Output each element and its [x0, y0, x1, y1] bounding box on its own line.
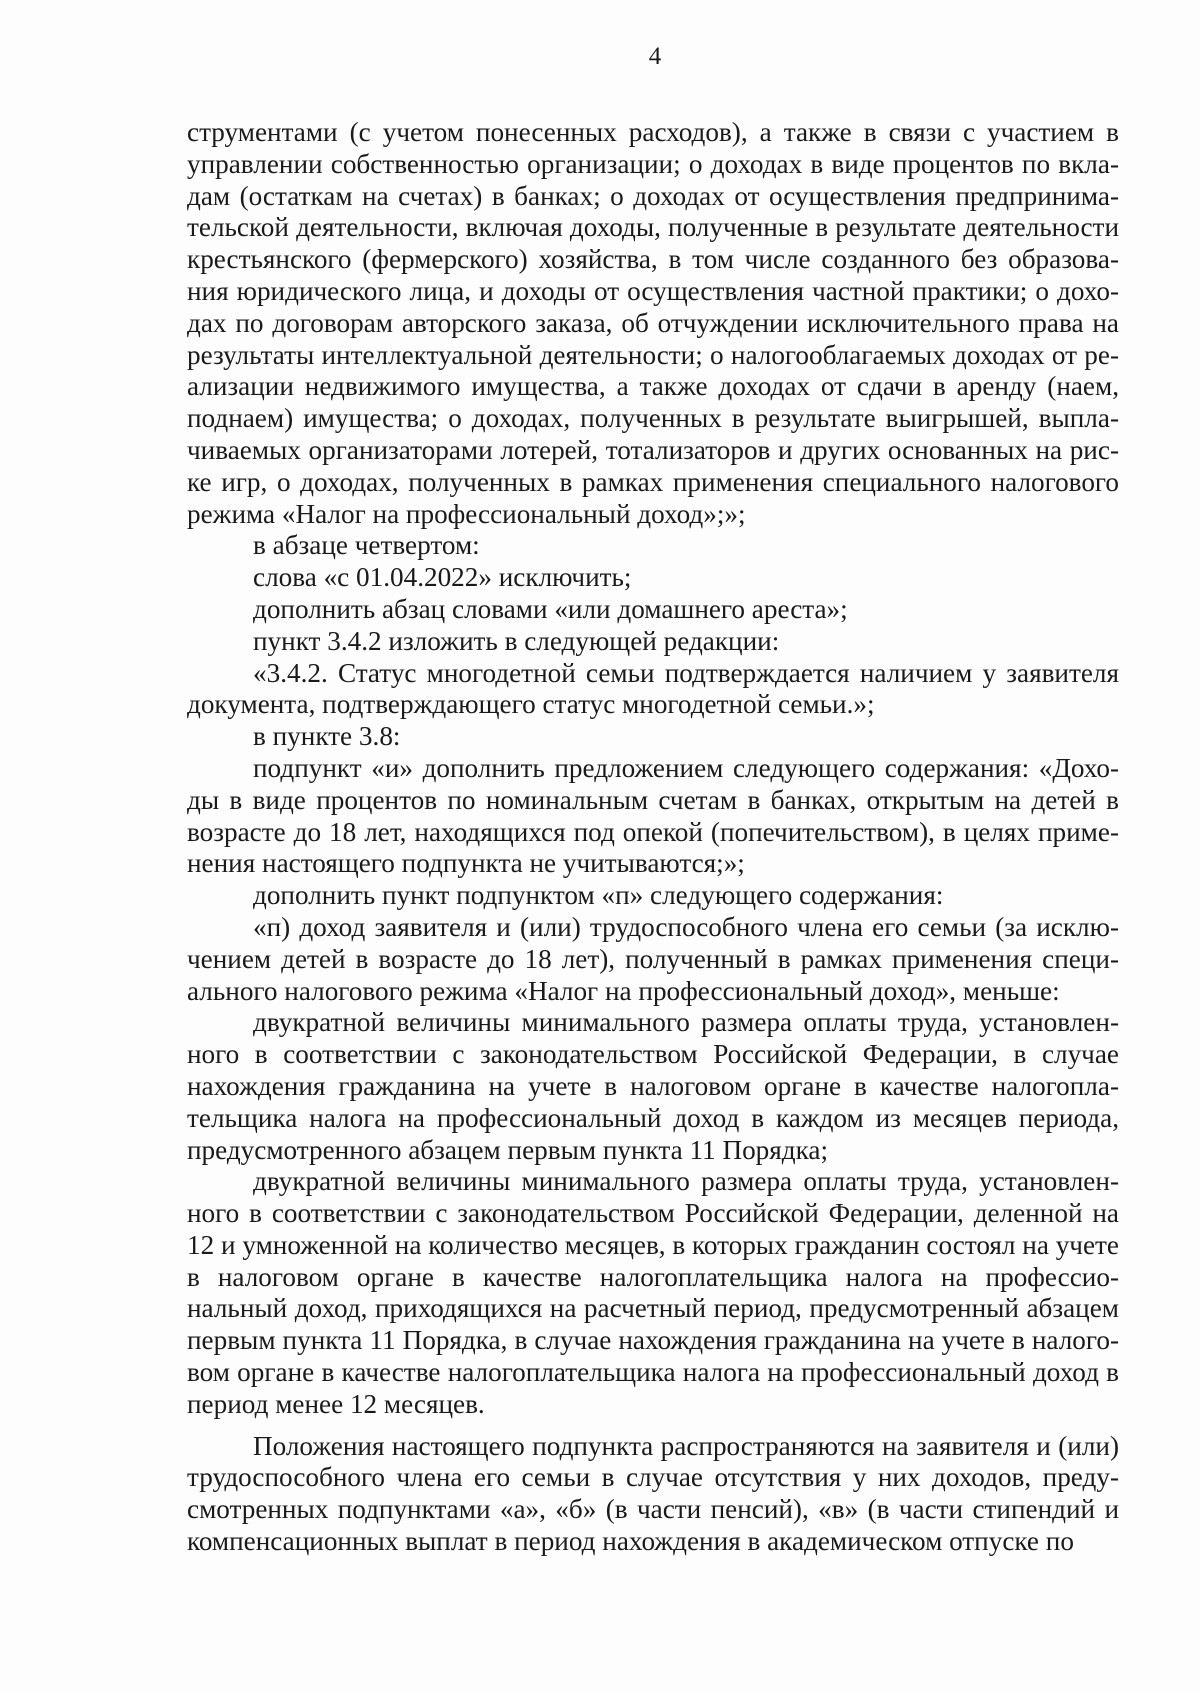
- paragraph: дополнить пункт подпунктом «п» следующего содержания:: [253, 880, 944, 911]
- paragraph: пункт 3.4.2 изложить в следующей редакции:: [253, 625, 780, 656]
- document-body: [187, 117, 1119, 1558]
- page-number: 4: [648, 43, 662, 70]
- paragraph: «3.4.2. Статус многодетной семьи подтверждается наличием у заявителя документа, подтверждающего статус многодетной семьи.»;: [187, 657, 1119, 720]
- paragraph: слова «с 01.04.2022» исключить;: [253, 562, 632, 593]
- paragraph: дополнить абзац словами «или домашнего ареста»;: [253, 593, 848, 624]
- paragraph: подпункт «и» дополнить предложением следующего содержания: «Доходы в виде процентов по номинальным счетам в банках, открытым на детей в возрасте до 18 лет, находящихся под опекой (попечительством), в целях применения настоящего подпункта не учитываются;»;: [187, 752, 1119, 879]
- paragraph: двукратной величины минимального размера оплаты труда, установленного в соответствии с законодательством Российской Федерации, деленной на 12 и умноженной на количество месяцев, в которых гражданин состоял на учете в налоговом органе в качестве налогоплательщика налога на профессиональный доход, приходящихся на расчетный период, предусмотренный абзацем первым пункта 11 Порядка, в случае нахождения гражданина на учете в налоговом органе в качестве налогоплательщика налога на профессиональный доход в период менее 12 месяцев.: [187, 1166, 1119, 1419]
- paragraph: «п) доход заявителя и (или) трудоспособного члена его семьи (за исключением детей в возрасте до 18 лет), полученный в рамках применения специального налогового режима «Налог на профессиональный доход», меньше:: [187, 911, 1119, 1006]
- paragraph: двукратной величины минимального размера оплаты труда, установленного в соответствии с законодательством Российской Федерации, в случае нахождения гражданина на учете в налоговом органе в качестве налогоплательщика налога на профессиональный доход в каждом из месяцев периода, предусмотренного абзацем первым пункта 11 Порядка;: [187, 1007, 1119, 1165]
- paragraph: в абзаце четвертом:: [253, 530, 480, 561]
- paragraph: в пункте 3.8:: [253, 721, 401, 752]
- paragraph: Положения настоящего подпункта распространяются на заявителя и (или) трудоспособного члена его семьи в случае отсутствия у них доходов, предусмотренных подпунктами «а», «б» (в части пенсий), «в» (в части стипендий и компенсационных выплат в период нахождения в академическом отпуске по: [187, 1430, 1119, 1557]
- paragraph-continuation: струментами (с учетом понесенных расходов), а также в связи с участием в управлении собственностью организации; о доходах в виде процентов по вкладам (остаткам на счетах) в банках; о доходах от осуществления предпринимательской деятельности, включая доходы, полученные в результате деятельности крестьянского (фермерского) хозяйства, в том числе созданного без образования юридического лица, и доходы от осуществления частной практики; о доходах по договорам авторского заказа, об отчуждении исключительного права на результаты интеллектуальной деятельности; о налогооблагаемых доходах от реализации недвижимого имущества, а также доходах от сдачи в аренду (наем, поднаем) имущества; о доходах, полученных в результате выигрышей, выплачиваемых организаторами лотерей, тотализаторов и других основанных на риске игр, о доходах, полученных в рамках применения специального налогового режима «Налог на профессиональный доход»;»;: [187, 117, 1119, 529]
